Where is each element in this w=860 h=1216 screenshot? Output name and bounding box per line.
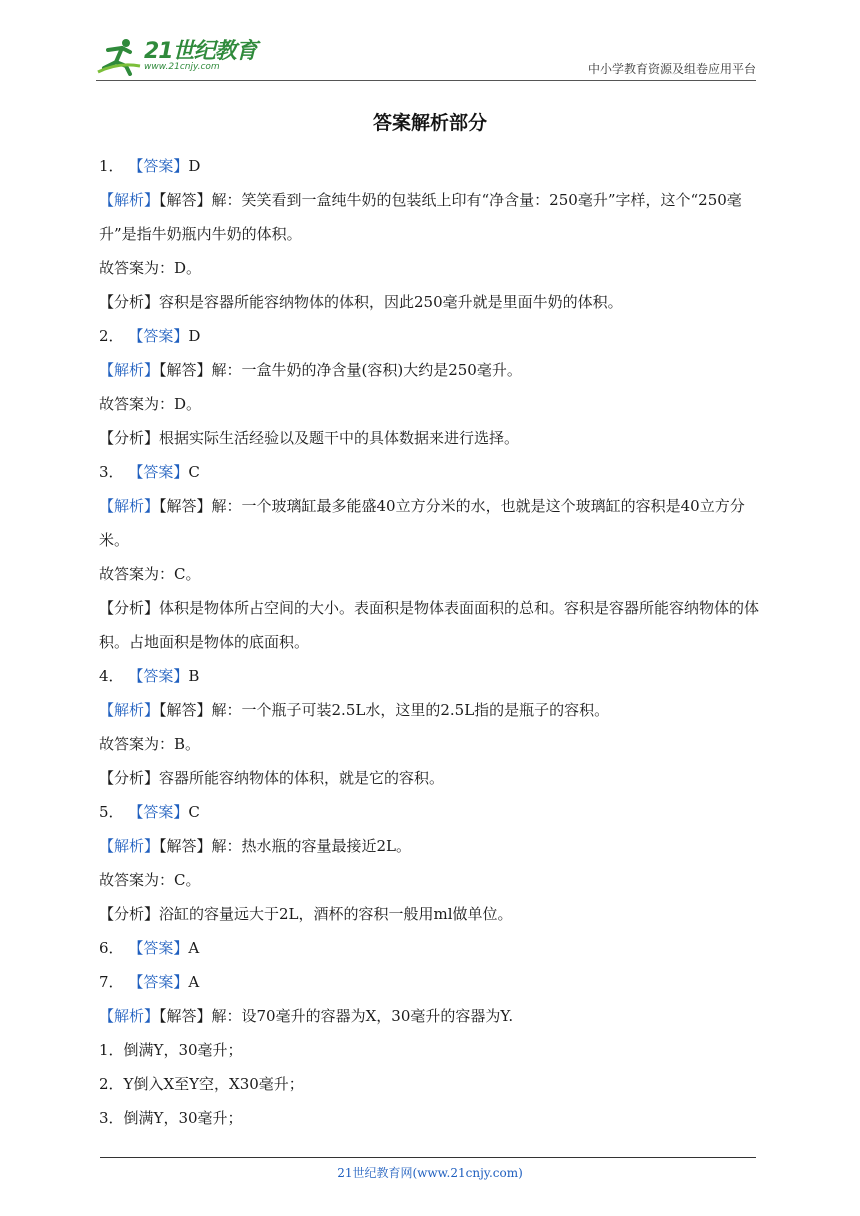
q1-conclusion: 故答案为：D。 — [99, 259, 202, 277]
page-title: 答案解析部分 — [372, 112, 487, 134]
q5-answer-line — [99, 795, 763, 829]
header-platform-text: 中小学教育资源及组卷应用平台 — [587, 62, 756, 76]
analysis-tag: 【解析】 — [99, 191, 160, 209]
q2-analysis-line — [99, 353, 763, 387]
analysis-tag: 【解析】 — [99, 701, 160, 719]
analysis-tag: 【解析】 — [99, 837, 160, 855]
answer-tag: 【答案】 — [128, 803, 189, 821]
q4-analysis: 【解答】解：一个瓶子可装2.5L水，这里的2.5L指的是瓶子的容积。 — [159, 701, 610, 719]
q3-analysis: 【解答】解：一个玻璃缸最多能盛40立方分米的水，也就是这个玻璃缸的容积是40立方分米。 — [99, 497, 745, 549]
q5-fenxi-line — [99, 897, 763, 931]
q3-fenxi: 体积是物体所占空间的大小。表面积是物体表面面积的总和。容积是容器所能容纳物体的体积。占地面积是物体的底面积。 — [99, 599, 760, 651]
q4-answer-line — [99, 659, 763, 693]
q1-analysis: 【解答】解：笑笑看到一盒纯牛奶的包装纸上印有“净含量：250毫升”字样，这个“250毫升”是指牛奶瓶内牛奶的体积。 — [99, 191, 742, 243]
answer-tag: 【答案】 — [128, 463, 189, 481]
fenxi-tag: 【分析】 — [99, 599, 160, 617]
q7-analysis: 【解答】解：设70毫升的容器为X，30毫升的容器为Y. — [159, 1007, 514, 1025]
q1-answer: D — [188, 157, 201, 175]
q4-conclusion: 故答案为：B。 — [99, 735, 201, 753]
q7-step-3: 3．倒满Y，30毫升； — [99, 1109, 243, 1127]
q7-analysis-line — [99, 999, 763, 1033]
answer-tag: 【答案】 — [128, 939, 189, 957]
q1-number: 1． — [99, 157, 124, 175]
q5-answer: C — [188, 803, 200, 821]
q1-fenxi-line — [99, 285, 763, 319]
answer-tag: 【答案】 — [128, 973, 189, 991]
q7-number: 7． — [99, 973, 124, 991]
analysis-tag: 【解析】 — [99, 361, 160, 379]
q2-fenxi: 根据实际生活经验以及题干中的具体数据来进行选择。 — [159, 429, 520, 447]
analysis-tag: 【解析】 — [99, 1007, 160, 1025]
site-logo[interactable] — [96, 36, 266, 76]
q3-analysis-line — [99, 489, 763, 557]
logo-text: 21世纪教育 — [144, 39, 257, 64]
q5-analysis: 【解答】解：热水瓶的容量最接近2L。 — [159, 837, 412, 855]
answer-tag: 【答案】 — [128, 667, 189, 685]
fenxi-tag: 【分析】 — [99, 293, 160, 311]
q7-step-1: 1．倒满Y，30毫升； — [99, 1041, 243, 1059]
q5-conclusion: 故答案为：C。 — [99, 871, 201, 889]
q3-conclusion: 故答案为：C。 — [99, 565, 201, 583]
q3-fenxi-line — [99, 591, 763, 659]
fenxi-tag: 【分析】 — [99, 769, 160, 787]
q5-fenxi: 浴缸的容量远大于2L，酒杯的容积一般用ml做单位。 — [159, 905, 513, 923]
q2-number: 2． — [99, 327, 124, 345]
footer-divider — [100, 1157, 756, 1158]
q1-answer-line — [99, 149, 763, 183]
q3-answer-line — [99, 455, 763, 489]
q6-number: 6． — [99, 939, 124, 957]
q7-step-2: 2．Y倒入X至Y空，X30毫升； — [99, 1075, 304, 1093]
answer-tag: 【答案】 — [128, 157, 189, 175]
q2-conclusion: 故答案为：D。 — [99, 395, 202, 413]
q7-answer-line — [99, 965, 763, 999]
q3-number: 3． — [99, 463, 124, 481]
q4-fenxi-line — [99, 761, 763, 795]
q4-fenxi: 容器所能容纳物体的体积，就是它的容积。 — [159, 769, 445, 787]
q6-answer: A — [188, 939, 200, 957]
fenxi-tag: 【分析】 — [99, 429, 160, 447]
analysis-tag: 【解析】 — [99, 497, 160, 515]
runner-icon — [96, 36, 142, 76]
q2-analysis: 【解答】解：一盒牛奶的净含量(容积)大约是250毫升。 — [159, 361, 522, 379]
q1-analysis-line — [99, 183, 763, 251]
answer-tag: 【答案】 — [128, 327, 189, 345]
q7-answer: A — [188, 973, 200, 991]
q5-number: 5． — [99, 803, 124, 821]
q4-answer: B — [188, 667, 200, 685]
page-header — [96, 34, 756, 81]
q1-fenxi: 容积是容器所能容纳物体的体积，因此250毫升就是里面牛奶的体积。 — [159, 293, 623, 311]
q2-answer-line — [99, 319, 763, 353]
logo-url: www.21cnjy.com — [144, 62, 220, 72]
page-footer[interactable]: 21世纪教育网(www.21cnjy.com) — [337, 1166, 523, 1180]
q2-answer: D — [188, 327, 201, 345]
q6-answer-line — [99, 931, 763, 965]
fenxi-tag: 【分析】 — [99, 905, 160, 923]
q2-fenxi-line — [99, 421, 763, 455]
q3-answer: C — [188, 463, 200, 481]
q5-analysis-line — [99, 829, 763, 863]
answer-content — [99, 149, 763, 1135]
q4-analysis-line — [99, 693, 763, 727]
q4-number: 4． — [99, 667, 124, 685]
